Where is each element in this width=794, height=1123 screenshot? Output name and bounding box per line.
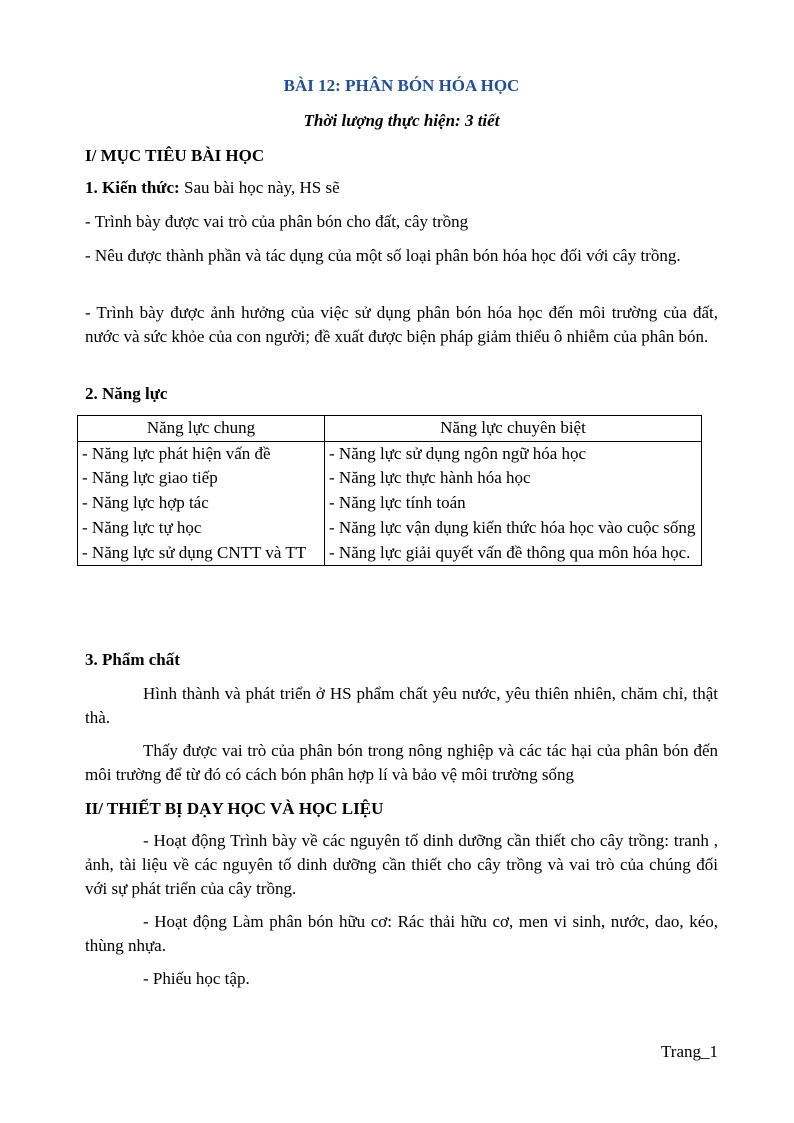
knowledge-paragraph [85, 176, 718, 200]
lesson-duration: Thời lượng thực hiện: 3 tiết [303, 111, 500, 130]
table-header-row [78, 416, 702, 442]
list-item: - Năng lực thực hành hóa học [329, 468, 531, 488]
equipment-item: - Hoạt động Làm phân bón hữu cơ: Rác thải hữu cơ, men vi sinh, nước, dao, kéo, thùng nhựa. [85, 912, 718, 955]
list-item: - Năng lực hợp tác [82, 493, 209, 513]
section-heading-objectives: I/ MỤC TIÊU BÀI HỌC [85, 146, 265, 165]
knowledge-item: - Trình bày được ảnh hưởng của việc sử dụng phân bón hóa học đến môi trường của đất, nước và sức khỏe của con người; đề xuất được biện pháp giảm thiểu ô nhiễm của phân bón. [85, 303, 718, 346]
list-item: - Năng lực vận dụng kiến thức hóa học vào cuộc sống [329, 517, 696, 537]
list-item: - Năng lực sử dụng ngôn ngữ hóa học [329, 443, 587, 463]
qualities-paragraph: Hình thành và phát triển ở HS phẩm chất yêu nước, yêu thiên nhiên, chăm chỉ, thật thà. [85, 684, 718, 727]
general-competency-cell [78, 441, 325, 566]
list-item: - Năng lực phát hiện vấn đề [82, 443, 271, 463]
list-item: - Năng lực tự học [82, 517, 202, 537]
table-row [78, 441, 702, 566]
list-item: - Năng lực sử dụng CNTT và TT [82, 542, 307, 562]
table-header-general: Năng lực chung [78, 416, 325, 442]
list-item: - Năng lực giao tiếp [82, 468, 218, 488]
qualities-heading: 3. Phẩm chất [85, 650, 180, 669]
qualities-paragraph: Thấy được vai trò của phân bón trong nông nghiệp và các tác hại của phân bón đến môi trường để từ đó có cách bón phân hợp lí và bảo vệ môi trường sống [85, 741, 718, 784]
equipment-item: - Phiếu học tập. [143, 969, 250, 988]
specific-competency-cell [325, 441, 702, 566]
page-number: Trang_1 [661, 1042, 718, 1061]
list-item: - Năng lực giải quyết vấn đề thông qua môn hóa học. [329, 542, 691, 562]
lesson-title: BÀI 12: PHÂN BÓN HÓA HỌC [283, 76, 520, 95]
competency-heading: 2. Năng lực [85, 384, 168, 403]
knowledge-item: - Nêu được thành phần và tác dụng của một số loại phân bón hóa học đối với cây trồng. [85, 246, 681, 265]
competency-table [77, 415, 702, 566]
knowledge-intro: Sau bài học này, HS sẽ [179, 178, 340, 197]
knowledge-label: 1. Kiến thức: [85, 178, 180, 197]
list-item: - Năng lực tính toán [329, 493, 466, 513]
knowledge-item: - Trình bày được vai trò của phân bón cho đất, cây trồng [85, 212, 469, 231]
document-page [82, 0, 718, 1123]
section-heading-equipment: II/ THIẾT BỊ DẠY HỌC VÀ HỌC LIỆU [85, 799, 384, 818]
equipment-item: - Hoạt động Trình bày về các nguyên tố dinh dưỡng cần thiết cho cây trồng: tranh , ảnh, tài liệu về các nguyên tố dinh dưỡng cần thiết cho cây trồng và vai trò của chúng đối với sự phát triển của cây trồng. [85, 831, 718, 898]
table-header-specific: Năng lực chuyên biệt [325, 416, 702, 442]
